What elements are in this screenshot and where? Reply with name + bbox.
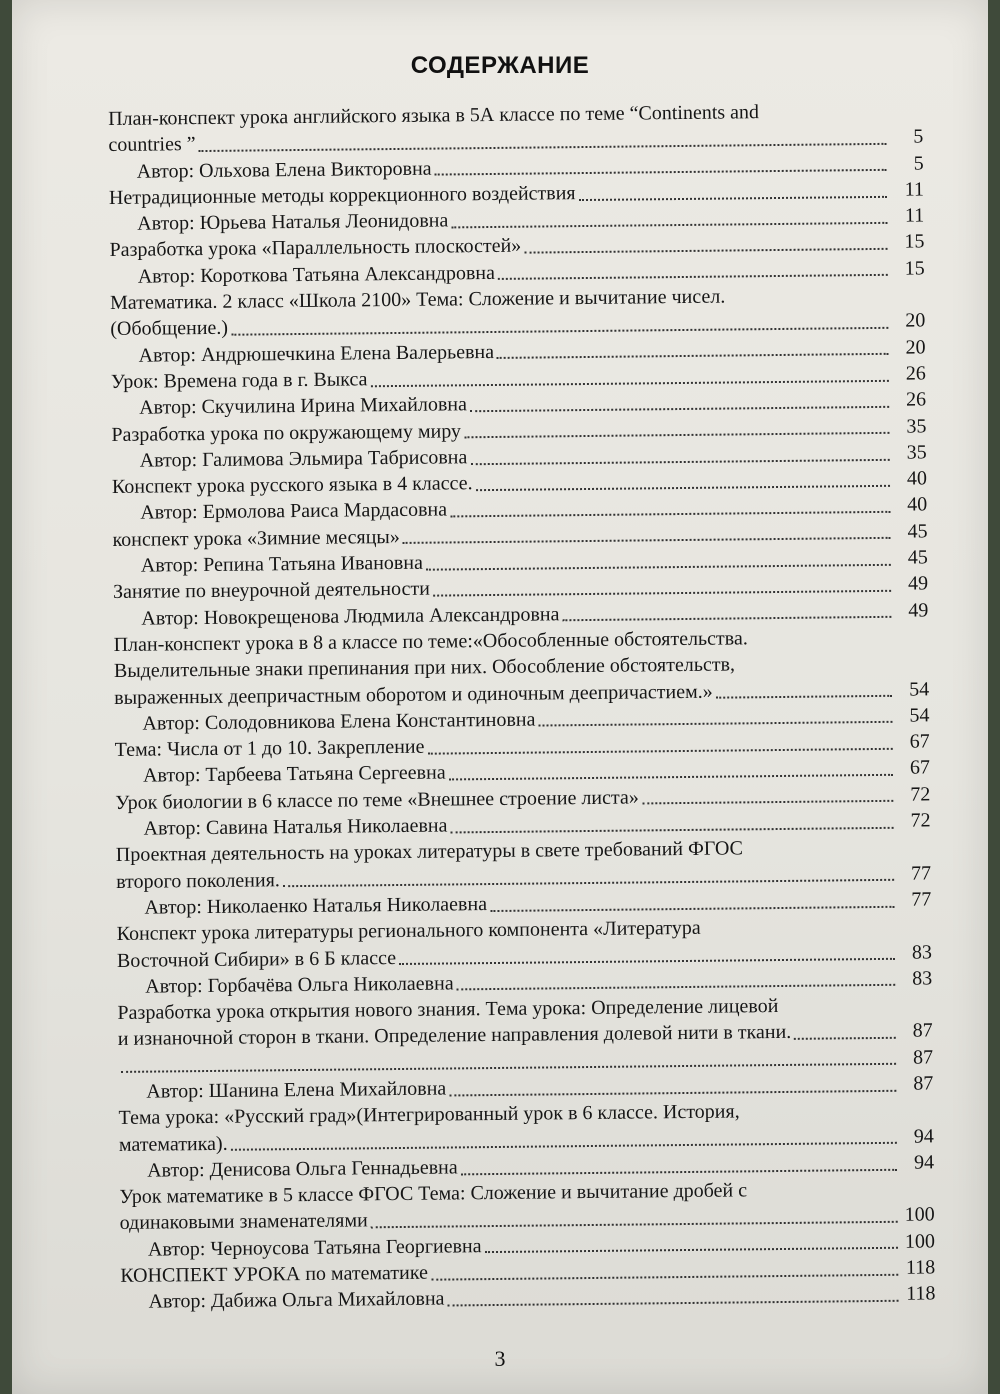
- toc-page-number: 45: [907, 520, 928, 543]
- dot-leader: [716, 694, 892, 699]
- toc-page-number: 54: [909, 704, 930, 727]
- toc-line-text: Урок биологии в 6 классе по теме «Внешнее строение листа»: [115, 786, 639, 814]
- dot-leader: [403, 536, 891, 544]
- toc-line-text: Разработка урока открытия нового знания. Тема урока: Определение лицевой: [117, 995, 779, 1025]
- toc-line-text: План-конспект урока в 8 а классе по теме:«Обособленные обстоятельства.: [113, 627, 748, 656]
- toc-page-number: 118: [905, 1256, 936, 1279]
- dot-leader: [435, 168, 887, 176]
- toc-line-text: Разработка урока «Параллельность плоскостей»: [109, 235, 522, 262]
- dot-leader: [538, 720, 892, 727]
- toc-page-number: 15: [904, 257, 925, 280]
- toc-page-number: 26: [905, 362, 926, 385]
- dot-leader: [231, 1141, 897, 1151]
- toc-page-number: 94: [913, 1124, 934, 1148]
- toc-page-number: 67: [909, 730, 930, 753]
- toc-line-text: Разработка урока по окружающему миру: [111, 419, 462, 446]
- toc-page-number: 15: [904, 230, 925, 254]
- toc-line-text: Нетрадиционные методы коррекционного воздействия: [108, 181, 576, 209]
- toc-line-text: КОНСПЕКТ УРОКА по математике: [120, 1261, 429, 1287]
- toc-line-text: Проектная деятельность на уроках литературы в свете требований ФГОС: [115, 837, 744, 867]
- dot-leader: [371, 1220, 898, 1229]
- toc-page-number: 40: [907, 493, 928, 517]
- toc-line-text: Автор: Андрюшечкина Елена Валерьевна: [138, 340, 495, 367]
- toc-page-number: 87: [913, 1072, 934, 1095]
- toc-page-number: 77: [911, 888, 932, 911]
- toc-page-number: 100: [904, 1230, 936, 1253]
- toc-line-text: Урок математике в 5 классе ФГОС Тема: Сложение и вычитание дробей с: [119, 1179, 748, 1209]
- toc-page-number: 5: [913, 125, 924, 148]
- toc-page-number: 45: [907, 546, 928, 569]
- toc-line-text: Автор: Ольхова Елена Викторовна: [136, 157, 432, 183]
- toc-page-number: 40: [906, 467, 928, 490]
- toc-line-text: Математика. 2 класс «Школа 2100» Тема: Сложение и вычитание чисел.: [109, 285, 726, 315]
- dot-leader: [579, 194, 887, 200]
- toc-line-text: Автор: Короткова Татьяна Александровна: [137, 261, 496, 288]
- toc-page-number: 49: [907, 572, 929, 595]
- toc-page-number: 35: [906, 441, 927, 464]
- toc-page-number: 67: [909, 756, 931, 780]
- dot-leader: [470, 457, 889, 464]
- toc-line-text: Восточной Сибири» в 6 Б классе: [116, 946, 397, 972]
- toc-line-text: Автор: Горбачёва Ольга Николаевна: [145, 972, 454, 998]
- dot-leader: [450, 825, 893, 833]
- toc-line-text: Автор: Дабижа Ольга Михайловна: [148, 1287, 445, 1313]
- toc-line-text: Автор: Шанина Елена Михайловна: [146, 1077, 447, 1103]
- toc-line-text: Автор: Николаенко Наталья Николаевна: [144, 892, 488, 919]
- toc-page-number: 5: [913, 152, 924, 175]
- toc-line-text: План-конспект урока английского языка в 5А классе по теме “Continents and: [108, 101, 760, 130]
- dot-leader: [461, 1167, 897, 1175]
- dot-leader: [794, 1036, 896, 1040]
- dot-leader: [199, 142, 887, 152]
- page-number: 3: [494, 1346, 506, 1371]
- toc-line-text: Автор: Юрьева Наталья Леонидовна: [137, 209, 449, 235]
- dot-leader: [451, 221, 887, 229]
- toc-page-number: 77: [910, 862, 932, 885]
- dot-leader: [231, 326, 888, 336]
- dot-leader: [642, 799, 893, 805]
- toc-page-number: 35: [906, 415, 927, 438]
- dot-leader: [485, 1246, 898, 1253]
- dot-leader: [498, 273, 888, 280]
- toc-line-text: Занятие по внеурочной деятельности: [112, 578, 430, 604]
- toc-line-text: и изнаночной сторон в ткани. Определение направления долевой нити в ткани.: [117, 1021, 792, 1051]
- toc-line-text: Конспект урока литературы регионального компонента «Литература: [116, 917, 701, 946]
- toc-line-text: Конспект урока русского языка в 4 классе.: [111, 472, 473, 499]
- dot-leader: [563, 615, 892, 621]
- toc-line-text: Выделительные знаки препинания при них. Обособление обстоятельств,: [113, 653, 736, 683]
- toc-page-number: 83: [911, 940, 933, 964]
- toc-page-number: 20: [905, 309, 926, 333]
- toc-page-number: 11: [904, 204, 925, 227]
- toc-page-number: 11: [904, 178, 925, 201]
- dot-leader: [470, 405, 889, 412]
- toc-line-text: Урок: Времена года в г. Выкса: [110, 368, 368, 393]
- toc-page-number: 94: [913, 1151, 935, 1174]
- dot-leader: [524, 247, 887, 254]
- dot-leader: [476, 484, 890, 491]
- toc-line-text: countries ”: [108, 133, 196, 157]
- dot-leader: [449, 1088, 896, 1096]
- toc-page-number: 20: [905, 336, 926, 359]
- toc-line-text: Автор: Репина Татьяна Ивановна: [140, 551, 424, 577]
- toc-page-number: 118: [906, 1282, 936, 1306]
- toc-line-text: Автор: Новокрещенова Людмила Александровна: [141, 602, 560, 630]
- book-page: [12, 0, 988, 1394]
- dot-leader: [464, 431, 889, 438]
- toc-line-text: математика).: [118, 1132, 228, 1156]
- dot-leader: [448, 1299, 899, 1307]
- dot-leader: [433, 589, 891, 597]
- dot-leader: [427, 747, 892, 755]
- dot-leader: [449, 773, 893, 781]
- toc-line-text: Автор: Денисова Ольга Геннадьевна: [147, 1156, 458, 1182]
- toc-page-number: 87: [912, 1046, 934, 1069]
- toc-line-text: выраженных деепричастным оборотом и одиночным деепричастием.»: [114, 680, 713, 709]
- page-title: СОДЕРЖАНИЕ: [410, 52, 590, 79]
- dot-leader: [450, 510, 890, 518]
- dot-leader: [497, 352, 889, 359]
- toc-line-text: одинаковыми знаменателями: [119, 1209, 368, 1235]
- toc-line-text: Автор: Солодовникова Елена Константиновна: [142, 708, 536, 735]
- dot-leader: [431, 1272, 898, 1280]
- toc-page-number: 72: [910, 809, 931, 832]
- toc-line-text: Автор: Галимова Эльмира Табрисовна: [139, 446, 468, 472]
- toc-line-text: Тема урока: «Русский град»(Интегрированный урок в 6 классе. История,: [118, 1100, 740, 1130]
- toc-line-text: Автор: Тарбеева Татьяна Сергеевна: [142, 761, 446, 788]
- dot-leader: [371, 378, 889, 386]
- dot-leader: [399, 957, 895, 965]
- toc-line-text: Автор: Черноусова Татьяна Георгиевна: [147, 1234, 482, 1261]
- toc-line-text: второго поколения.: [116, 868, 280, 893]
- toc-page-number: 26: [906, 388, 927, 411]
- toc-line-text: (Обобщение.): [110, 317, 229, 341]
- toc-line-text: Автор: Скучилина Ирина Михайловна: [139, 393, 468, 419]
- toc-page-number: 54: [909, 677, 930, 701]
- dot-leader: [283, 878, 894, 887]
- toc-page-number: 100: [904, 1203, 935, 1227]
- table-of-contents: [108, 97, 936, 1315]
- toc-page-number: 83: [912, 967, 933, 990]
- toc-line-text: Автор: Савина Наталья Николаевна: [143, 814, 448, 840]
- toc-line-text: Автор: Ермолова Раиса Мардасовна: [140, 498, 448, 525]
- toc-line-text: Тема: Числа от 1 до 10. Закрепление: [114, 735, 425, 762]
- dot-leader: [457, 983, 896, 991]
- toc-page-number: 49: [908, 599, 929, 622]
- toc-page-number: 72: [910, 783, 931, 806]
- dot-leader: [426, 563, 891, 571]
- dot-leader: [490, 904, 894, 911]
- toc-page-number: 87: [912, 1019, 933, 1043]
- toc-line-text: конспект урока «Зимние месяцы»: [112, 525, 400, 551]
